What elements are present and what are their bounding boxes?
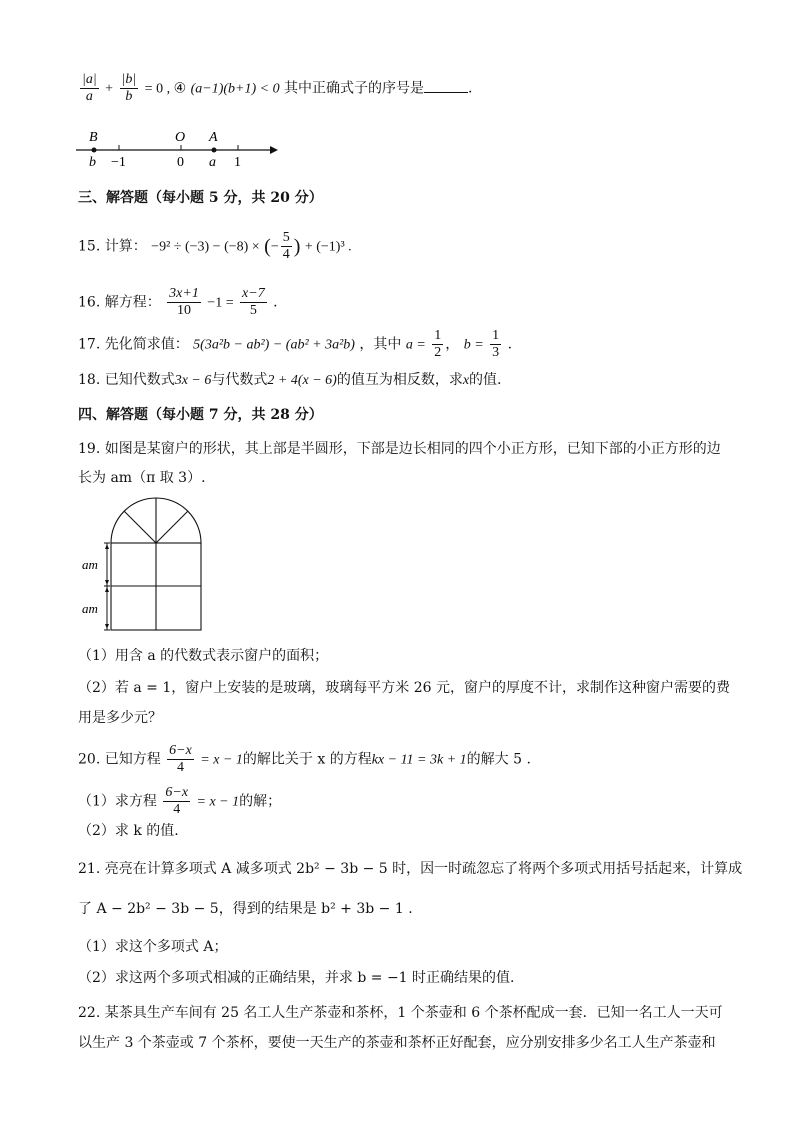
- equals-zero: = 0 , ④: [144, 81, 187, 97]
- section-four-heading: 四、解答题（每小题 7 分，共 28 分）: [78, 407, 323, 423]
- question-22-line1: 22. 某茶具生产车间有 25 名工人生产茶壶和茶杯，1 个茶壶和 6 个茶杯配成一套．已知一名工人一天可: [78, 1005, 723, 1021]
- question-19-line2: 长为 am（π 取 3）.: [78, 470, 206, 486]
- window-figure: [78, 496, 218, 636]
- label-O: O: [175, 130, 186, 145]
- label-B: B: [89, 130, 98, 145]
- question-19-sub2-line2: 用是多少元？: [78, 710, 162, 726]
- arrow-icon: [270, 146, 278, 154]
- label-zero: 0: [177, 155, 184, 170]
- abs-a-over-a: $\frac{|a|}{a}$: [82, 72, 97, 104]
- question-19-sub1: （1）用含 a 的代数式表示窗户的面积；: [78, 648, 329, 664]
- answer-blank[interactable]: [424, 78, 468, 93]
- label-b: b: [89, 155, 96, 170]
- plus-sign: +: [105, 81, 114, 97]
- question-20-sub1: （1）求方程 $\frac{6-x}{4}$ = x − 1的解；: [78, 785, 282, 817]
- condition-four: (a−1)(b+1) < 0: [190, 81, 280, 97]
- number-line-figure: [74, 125, 284, 170]
- point-a: [212, 148, 217, 153]
- label-A: A: [209, 130, 218, 145]
- question-20: 20. 已知方程 $\frac{6-x}{4}$ = x − 1的解比关于 x 的方程kx − 11 = 3k + 1的解大 5 .: [78, 743, 531, 775]
- question-15: 15. 计算： −9² ÷ (−3) − (−8) × (− $\frac{5}{4}$ ) + (−1)³ .: [78, 230, 352, 262]
- label-one: 1: [234, 155, 241, 170]
- point-b: [92, 148, 97, 153]
- question-21-line2: 了 A − 2b² − 3b − 5，得到的结果是 b² + 3b − 1 .: [78, 901, 413, 917]
- dimension-label-top: am: [82, 557, 98, 572]
- label-minus-one: −1: [111, 155, 126, 170]
- question-20-sub2: （2）求 k 的值.: [78, 823, 179, 839]
- question-19-sub2-line1: （2）若 a = 1，窗户上安装的是玻璃，玻璃每平方米 26 元，窗户的厚度不计，求制作这种窗户需要的费: [78, 680, 730, 696]
- label-a: a: [209, 155, 216, 170]
- abs-b-over-b: $\frac{|b|}{b}$: [121, 72, 137, 104]
- dimension-label-bottom: am: [82, 601, 98, 616]
- question-18: 18. 已知代数式3x − 6与代数式2 + 4(x − 6)的值互为相反数，求x的值.: [78, 372, 502, 388]
- question-21-line1: 21. 亮亮在计算多项式 A 减多项式 2b² − 3b − 5 时，因一时疏忽忘了将两个多项式用括号括起来，计算成: [78, 861, 743, 877]
- section-three-heading: 三、解答题（每小题 5 分，共 20 分）: [78, 190, 323, 206]
- question-19-line1: 19. 如图是某窗户的形状，其上部是半圆形，下部是边长相同的四个小正方形，已知下部的小正方形的边: [78, 441, 721, 457]
- question-16: 16. 解方程： $\frac{3x+1}{10}$ −1 = $\frac{x-7}{5}$ .: [78, 286, 278, 318]
- question-17: 17. 先化简求值： 5(3a²b − ab²) − (ab² + 3a²b) ，其中 a = $\frac{1}{2}$ ， b = $\frac{1}{3}$ .: [78, 328, 513, 360]
- question-22-line2: 以生产 3 个茶壶或 7 个茶杯，要使一天生产的茶壶和茶杯正好配套，应分别安排多少名工人生产茶壶和: [78, 1035, 716, 1051]
- question-21-sub1: （1）求这个多项式 A；: [78, 939, 228, 955]
- top-condition-line: $\frac{|a|}{a}$ + $\frac{|b|}{b}$ = 0 , ④ (a−1)(b+1) < 0 其中正确式子的序号是 .: [82, 72, 473, 104]
- question-21-sub2: （2）求这两个多项式相减的正确结果，并求 b = −1 时正确结果的值.: [78, 970, 515, 986]
- question-text: 其中正确式子的序号是: [284, 80, 425, 97]
